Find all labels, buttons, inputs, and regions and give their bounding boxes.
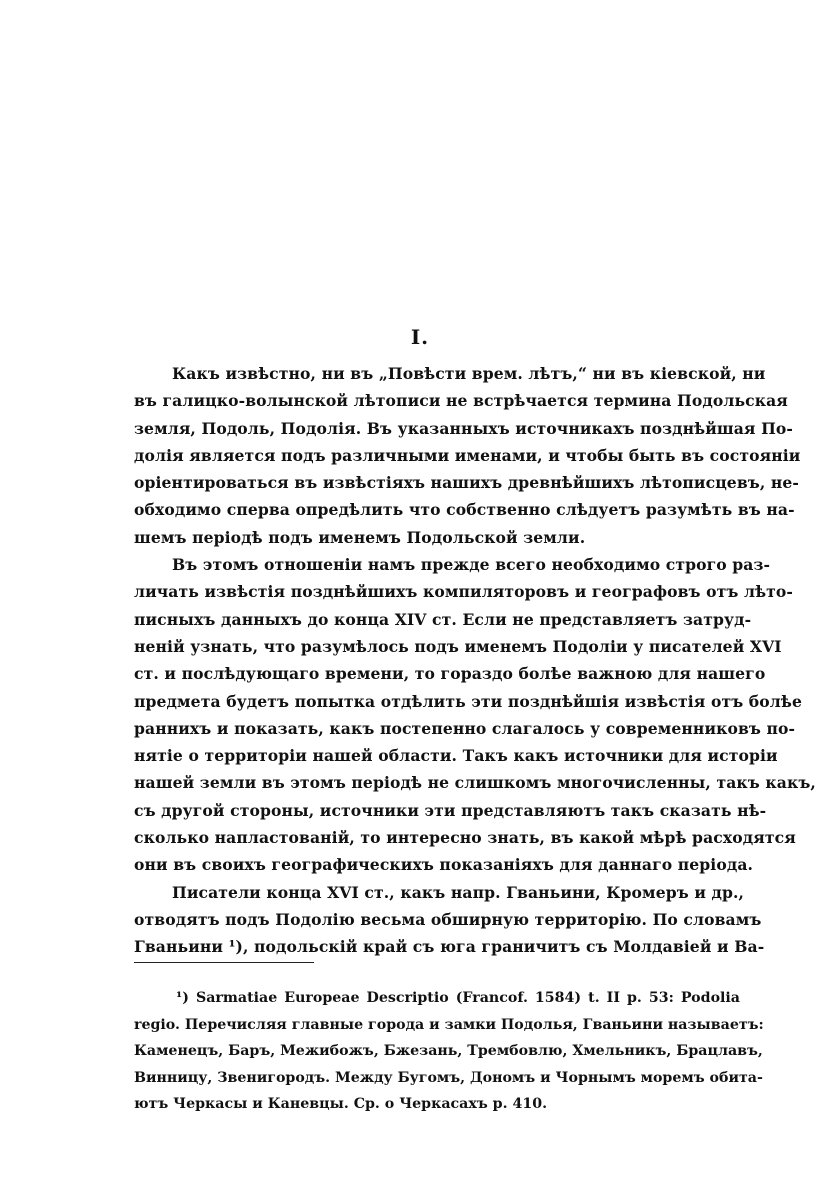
footnote-line: Каменецъ, Баръ, Межибожъ, Бжезань, Трембовлю, Хмельникъ, Брацлавъ, — [134, 1043, 763, 1059]
text-line: отводятъ подъ Подолію весьма обширную территорію. По словамъ — [134, 909, 762, 929]
text-line: сколько напластованій, то интересно знать, въ какой мѣрѣ расходятся — [134, 828, 796, 848]
text-line: личать извѣстія позднѣйшихъ компиляторовъ и географовъ отъ лѣто- — [134, 582, 793, 602]
text-line: Какъ извѣстно, ни въ „Повѣсти врем. лѣтъ,“ ни въ кіевской, ни — [172, 364, 766, 383]
footnote-line: ютъ Черкасы и Каневцы. Ср. о Черкасахъ р. 410. — [134, 1096, 548, 1112]
text-line: Писатели конца XVI ст., какъ напр. Гваньини, Кромеръ и др., — [172, 882, 745, 902]
text-line: раннихъ и показать, какъ постепенно слагалось у современниковъ по- — [134, 718, 796, 738]
text-line: ст. и послѣдующаго времени, то гораздо болѣе важною для нашего — [134, 664, 766, 684]
footnotes — [134, 985, 764, 1118]
text-line: нашей земли въ этомъ періодѣ не слишкомъ многочисленны, такъ какъ, — [134, 773, 816, 793]
text-line: они въ своихъ географическихъ показаніяхъ для даннаго періода. — [134, 855, 754, 875]
chapter-heading: I. — [410, 325, 430, 349]
text-line: обходимо сперва опредѣлить что собственно слѣдуетъ разумѣть въ на- — [134, 500, 795, 520]
text-line: шемъ періодѣ подъ именемъ Подольской земли. — [134, 527, 586, 547]
text-line: оріентироваться въ извѣстіяхъ нашихъ древнѣйшихъ лѣтописцевъ, не- — [134, 473, 799, 493]
footnote-line: ¹) Sarmatiae Europeae Descriptio (Francof. 1584) t. II p. 53: Podolia — [176, 990, 740, 1006]
footnote-line: Винницу, Звенигородъ. Между Бугомъ, Дономъ и Чорнымъ моремъ обита- — [134, 1069, 763, 1086]
text-line: въ галицко-волынской лѣтописи не встрѣчается термина Подольская — [134, 391, 788, 411]
body-text — [134, 360, 816, 961]
text-line: долія является подъ различными именами, и чтобы быть въ состояніи — [134, 445, 801, 465]
footnote-line: regio. Перечисляя главные города и замки Подолья, Гваньини называетъ: — [134, 1016, 764, 1033]
text-line: съ другой стороны, источники эти представляютъ такъ сказать нѣ- — [134, 800, 767, 820]
text-line: нятіе о территоріи нашей области. Такъ какъ источники для исторіи — [134, 746, 778, 766]
footnote-divider — [134, 962, 314, 963]
text-line: Гваньини ¹), подольскій край съ юга граничитъ съ Молдавіей и Ва- — [134, 937, 765, 957]
text-line: земля, Подоль, Подолія. Въ указанныхъ источникахъ позднѣйшая По- — [134, 418, 793, 438]
text-line: предмета будетъ попытка отдѣлить эти позднѣйшія извѣстія отъ болѣе — [134, 691, 802, 711]
text-line: писныхъ данныхъ до конца XIV ст. Если не представляетъ затруд- — [134, 609, 752, 629]
text-line: Въ этомъ отношеніи намъ прежде всего необходимо строго раз- — [172, 555, 771, 575]
text-line: неній узнать, что разумѣлось подъ именемъ Подоліи у писателей XVI — [134, 636, 782, 656]
